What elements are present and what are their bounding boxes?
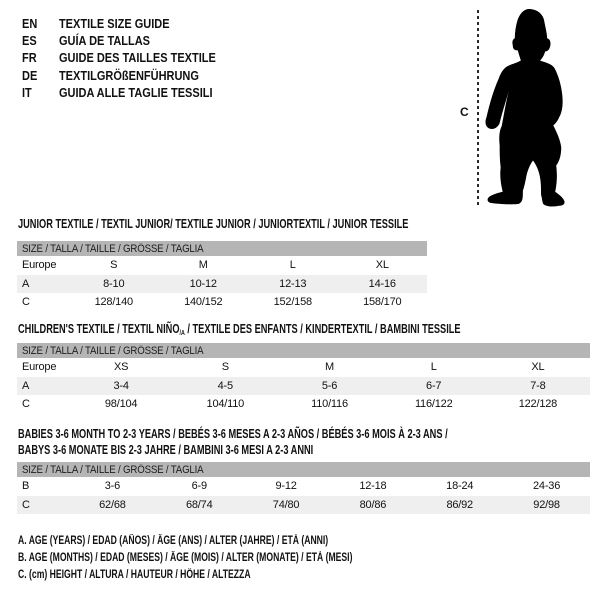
table-cell: 12-13 — [279, 277, 307, 290]
table-row — [17, 377, 590, 396]
guide-title: GUIDA ALLE TAGLIE TESSILI — [58, 86, 213, 101]
language-code: DE — [22, 68, 38, 83]
table-cell: 18-24 — [446, 480, 474, 493]
height-measure-label: C — [460, 105, 469, 119]
table-cell: 74/80 — [272, 498, 300, 511]
table-row — [17, 358, 590, 377]
table-cell: 14-16 — [368, 277, 396, 290]
size-header-bar — [17, 241, 427, 256]
table-cell: 86/92 — [446, 498, 473, 511]
row-label: C — [22, 398, 30, 411]
table-cell: M — [325, 361, 334, 374]
language-code: EN — [22, 16, 38, 31]
table-cell: S — [110, 259, 118, 272]
table-cell: L — [430, 361, 437, 374]
table-cell: 80/86 — [359, 498, 387, 511]
table-cell: 9-12 — [275, 480, 297, 493]
table-cell: 10-12 — [189, 277, 217, 290]
baby-silhouette-icon — [484, 6, 586, 213]
table-row — [17, 496, 590, 515]
row-label: Europe — [22, 361, 57, 374]
language-code: FR — [22, 51, 37, 66]
language-row — [22, 85, 216, 102]
table-cell: 6-9 — [191, 480, 207, 493]
babies-section-title — [18, 426, 448, 458]
row-label: A — [22, 379, 30, 392]
table-cell: 62/68 — [99, 498, 126, 511]
table-cell: 3-6 — [104, 480, 121, 493]
row-label: A — [22, 277, 30, 290]
table-row — [17, 293, 427, 312]
table-cell: L — [289, 259, 296, 272]
children-size-table — [17, 343, 590, 414]
language-row — [22, 32, 216, 49]
language-title-list — [22, 15, 242, 102]
row-label: C — [22, 296, 30, 309]
table-cell: 5-6 — [321, 379, 338, 392]
table-cell: 140/152 — [184, 296, 223, 309]
language-code: ES — [22, 34, 37, 49]
table-row — [17, 477, 590, 496]
footnote-height: C. (cm) HEIGHT / ALTURA / HAUTEUR / HÖHE / ALTEZZA — [18, 569, 251, 581]
language-row — [22, 67, 216, 84]
junior-section-title — [18, 216, 408, 232]
table-cell: 8-10 — [103, 277, 125, 290]
table-cell: M — [198, 259, 208, 272]
table-cell: XL — [375, 259, 389, 272]
guide-title: GUIDE DES TAILLES TEXTILE — [58, 51, 216, 66]
table-row — [17, 275, 427, 294]
row-label: C — [22, 498, 30, 511]
junior-section-title-text: JUNIOR TEXTILE / TEXTIL JUNIOR/ TEXTILE JUNIOR / JUNIORTEXTIL / JUNIOR TESSILE — [18, 216, 409, 231]
children-section-title-text: CHILDREN'S TEXTILE / TEXTIL NIÑO — [18, 321, 180, 336]
row-label: Europe — [22, 259, 57, 272]
table-cell: 128/140 — [94, 296, 133, 309]
language-row — [22, 50, 216, 67]
guide-title: TEXTILGRÖßENFÜHRUNG — [58, 68, 199, 83]
size-header-bar — [17, 462, 590, 477]
table-cell: 158/170 — [363, 296, 402, 309]
junior-size-table — [17, 241, 427, 312]
table-row — [17, 395, 590, 414]
table-row — [17, 256, 427, 275]
table-cell: 104/110 — [206, 398, 245, 411]
language-code: IT — [22, 86, 32, 101]
table-cell: S — [221, 361, 229, 374]
babies-section-title-line1: BABIES 3-6 MONTH TO 2-3 YEARS / BEBÉS 3-6 MESES A 2-3 AÑOS / BÉBÉS 3-6 MOIS À 2-3 ANS / — [18, 426, 448, 441]
footnote-age-months: B. AGE (MONTHS) / EDAD (MESES) / ÂGE (MOIS) / ALTER (MONATE) / ETÀ (MESI) — [18, 552, 353, 564]
table-cell: XS — [113, 361, 129, 374]
table-cell: 12-18 — [359, 480, 387, 493]
table-cell: 24-36 — [532, 480, 561, 493]
children-section-title — [18, 321, 461, 341]
table-cell: 68/74 — [185, 498, 213, 511]
babies-size-table — [17, 462, 590, 514]
footnote-age-years: A. AGE (YEARS) / EDAD (AÑOS) / ÂGE (ANS) / ALTER (JAHRE) / ETÀ (ANNI) — [18, 535, 329, 547]
table-cell: XL — [531, 361, 545, 374]
table-cell: 98/104 — [104, 398, 138, 411]
guide-title: GUÍA DE TALLAS — [58, 34, 151, 49]
table-cell: 92/98 — [533, 498, 560, 511]
language-row — [22, 15, 216, 32]
table-cell: 152/158 — [273, 296, 312, 309]
table-cell: 6-7 — [426, 379, 442, 392]
table-cell: 122/128 — [518, 398, 558, 411]
table-cell: 116/122 — [414, 398, 453, 411]
children-title-subscript: /A — [179, 328, 185, 337]
table-cell: 7-8 — [530, 379, 546, 392]
babies-section-title-line2: BABYS 3-6 MONATE BIS 2-3 JAHRE / BAMBINI 3-6 MESI A 2-3 ANNI — [18, 442, 314, 457]
table-cell: 110/116 — [311, 398, 348, 411]
children-section-title-text: / TEXTILE DES ENFANTS / KINDERTEXTIL / BAMBINI TESSILE — [184, 321, 461, 336]
size-header-text: SIZE / TALLA / TAILLE / GRÖSSE / TAGLIA — [22, 242, 204, 255]
row-label: B — [22, 480, 30, 493]
table-cell: 4-5 — [217, 379, 233, 392]
guide-title: TEXTILE SIZE GUIDE — [58, 16, 170, 31]
table-cell: 3-4 — [113, 379, 129, 392]
height-dashed-line — [477, 10, 479, 207]
size-header-bar — [17, 343, 590, 358]
size-header-text: SIZE / TALLA / TAILLE / GRÖSSE / TAGLIA — [22, 344, 204, 357]
size-header-text: SIZE / TALLA / TAILLE / GRÖSSE / TAGLIA — [22, 463, 204, 476]
